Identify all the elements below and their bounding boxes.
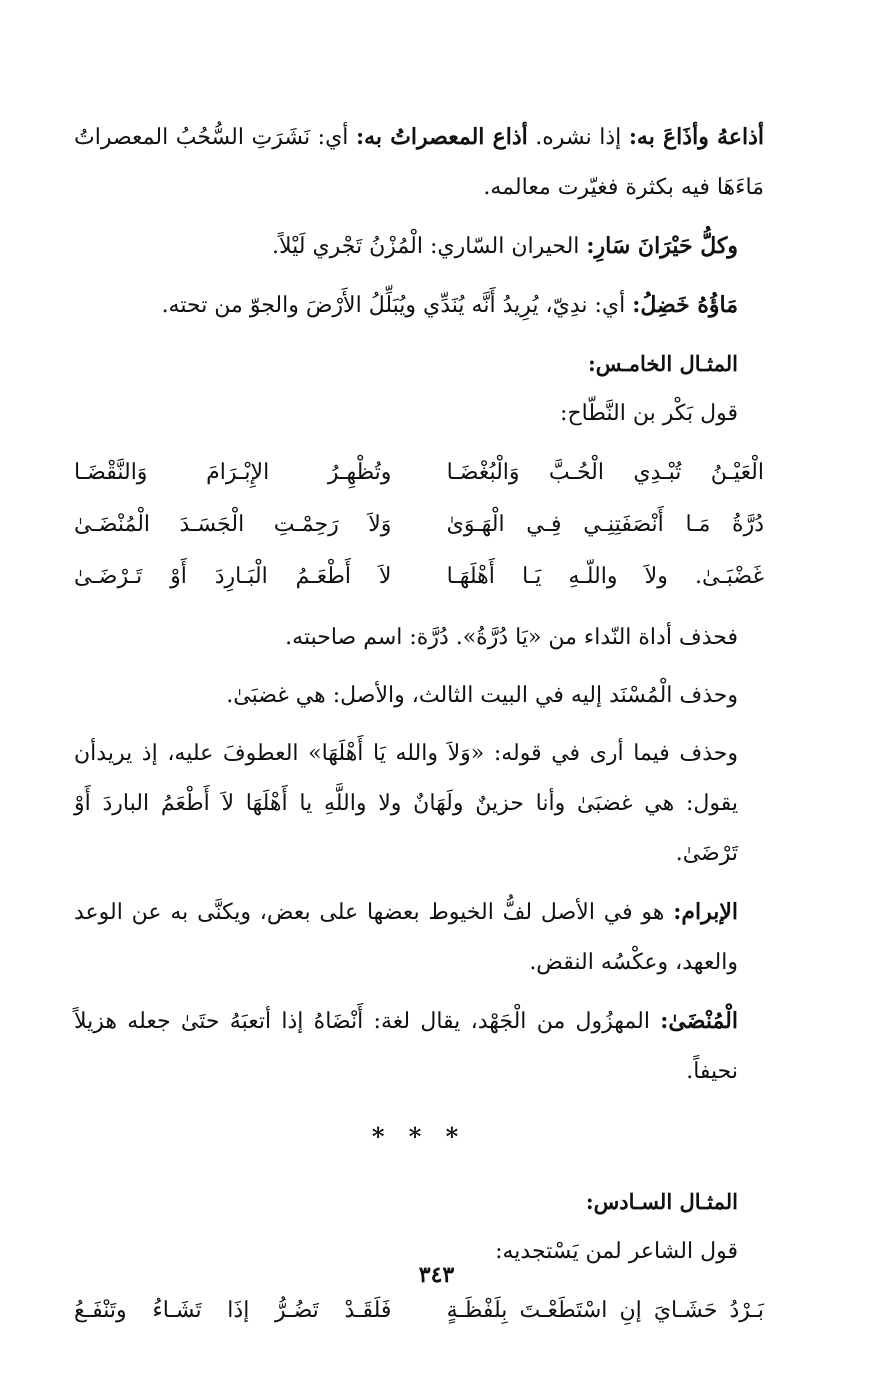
definition: إذا نشره.	[527, 125, 629, 150]
definition: المهزُول من الْجَهْد، يقال لغة: أَنْضَاهُ إذا أتعبَهُ حتَىٰ جعله هزيلاً نحيفاً.	[74, 1009, 738, 1084]
verse-second-hemistich: فَلَقَـدْ تَضُـرُّ إذَا تَشَـاءُ وتَنْفَـعُ	[74, 1298, 392, 1323]
poem-example-5	[74, 447, 764, 603]
verse-second-hemistich: وَلاَ رَحِمْـتِ الْجَسَـدَ الْمُنْضَـىٰ	[74, 512, 392, 537]
verse-first-hemistich: بَـرْدُ حَشَـايَ إنِ اسْتَطَعْـتَ بِلَفْظَـةٍ	[446, 1298, 764, 1323]
verse-first-hemistich: الْعَيْـنُ تُبْـدِي الْحُـبَّ وَالْبُغْضَـا	[446, 460, 764, 485]
example-5-intro: قول بَكْر بن النَّطّاح:	[560, 401, 738, 426]
paragraph-maouhu	[74, 280, 764, 331]
verse-first-hemistich: غَضْبَـىٰ. ولاَ واللّـهِ يَـا أَهْلَهَـا	[446, 564, 764, 589]
poem-example-6	[74, 1285, 764, 1337]
page-body	[74, 112, 764, 1347]
poem-verse	[74, 447, 764, 499]
verse-second-hemistich: وتُظْهِـرُ الإِبْـرَامَ وَالنَّقْضَـا	[74, 460, 392, 485]
definition: أي: نَشَرَتِ السُّحُبُ المعصراتُ مَاءَهَا فيه بكثرة فغيّرت معالمه.	[74, 125, 764, 200]
example-6-intro: قول الشاعر لمن يَسْتجديه:	[495, 1239, 738, 1264]
section-separator: * * *	[371, 1122, 467, 1151]
term: وكلُّ حَيْرَانَ سَارِ:	[586, 233, 738, 259]
term: الإبرام:	[673, 899, 738, 925]
paragraph-adhaa	[74, 112, 764, 213]
poem-verse	[74, 499, 764, 551]
definition: أي: ندِيّ، يُرِيدُ أَنَّه يُنَدِّي ويُبَلِّلُ الأَرْضَ والجوّ من تحته.	[161, 293, 633, 318]
poem-verse	[74, 551, 764, 603]
paragraph-mundha	[74, 996, 764, 1097]
term: مَاؤُهُ خَضِلُ:	[632, 292, 738, 318]
term: أذاعهُ وأذَاعَ به:	[628, 124, 764, 150]
example-5-heading: المثـال الخامـس:	[588, 351, 738, 376]
paragraph-hayran	[74, 221, 764, 272]
term: أذاع المعصراتُ به:	[355, 124, 528, 150]
paragraph-musnad: وحذف الْمُسْنَد إليه في البيت الثالث، والأصل: هي غضبَىٰ.	[226, 683, 738, 708]
example-6-heading: المثـال السـادس:	[585, 1189, 738, 1214]
verse-first-hemistich: دُرَّةُ مَـا أَنْصَفَتِنِـي فِـي الْهَـوَىٰ	[446, 512, 764, 537]
definition: هو في الأصل لفُّ الخيوط بعضها على بعض، ويكنَّى به عن الوعد والعهد، وعكْسُه النقض.	[74, 900, 738, 975]
paragraph-nida: فحذف أداة النّداء من «يَا دُرَّةُ». دُرَّة: اسم صاحبته.	[285, 625, 738, 650]
page-number: ٣٤٣	[418, 1262, 455, 1288]
poem-verse	[74, 1285, 764, 1337]
paragraph-atf: وحذف فيما أرى في قوله: «وَلاَ والله يَا أَهْلَهَا» العطوفَ عليه، إذ يريدأن يقول: هي غضبَىٰ وأنا حزينٌ ولَهَانٌ ولا واللَّهِ يا أَهْلَهَا لاَ أَطْعَمُ الباردَ أَوْ تَرْضَىٰ.	[74, 741, 738, 866]
verse-second-hemistich: لاَ أَطْعَـمُ الْبَـارِدَ أَوْ تَـرْضَـىٰ	[74, 564, 392, 589]
term: الْمُنْضَىٰ:	[660, 1008, 738, 1034]
definition: الحيران السّاري: الْمُزْنُ تَجْري لَيْلاً.	[271, 234, 587, 259]
paragraph-ibram	[74, 887, 764, 988]
